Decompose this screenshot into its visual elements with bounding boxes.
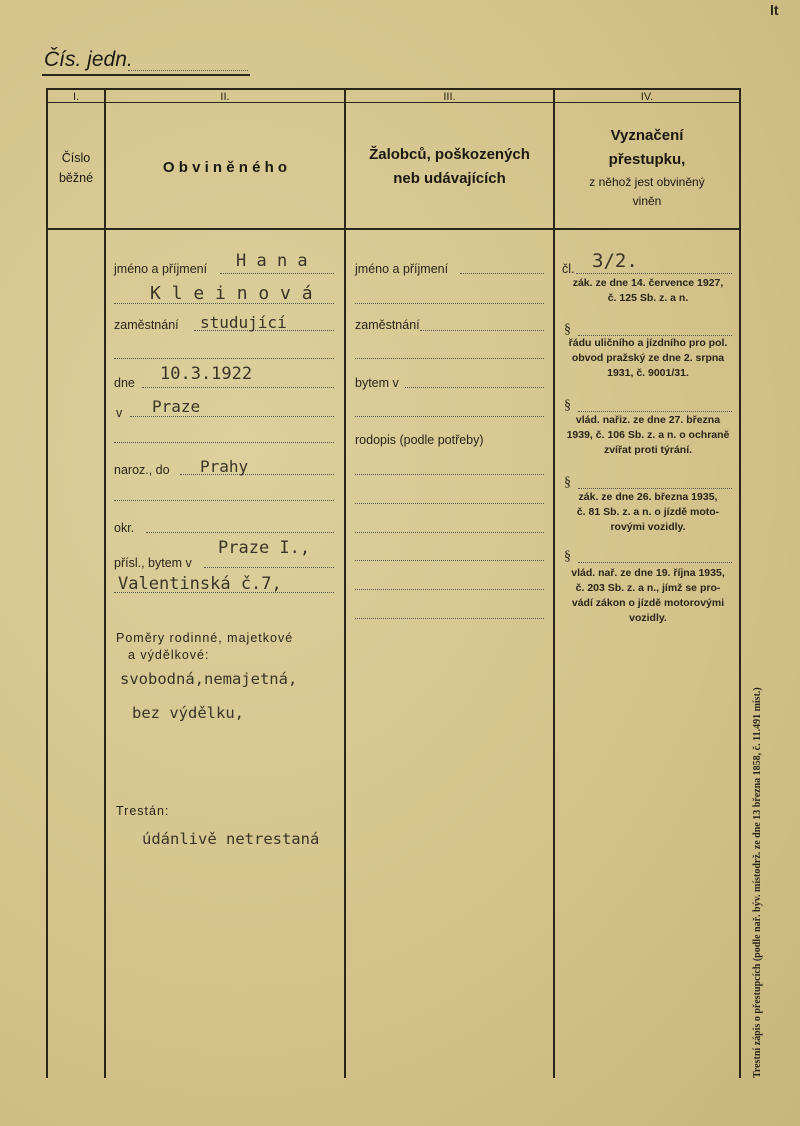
column-divider-3 (553, 88, 555, 1078)
table-right-border (739, 88, 741, 1078)
complainant-line-6 (355, 503, 544, 504)
accused-birth-date: 10.3.1922 (160, 364, 253, 384)
offence-law-2: řádu uličního a jízdního pro pol. obvod pražský ze dne 2. srpna 1931, č. 9001/31. (568, 337, 728, 379)
accused-extra-line (114, 358, 334, 359)
accused-born-extra-line (114, 500, 334, 501)
column-header-accused: O b v i n ě n é h o (162, 159, 288, 176)
offence-article-value: 3/2. (592, 250, 638, 272)
accused-surname: K l e i n o v á (150, 283, 313, 304)
complainant-line-8 (355, 560, 544, 561)
accused-born-label: naroz., do (114, 463, 170, 477)
accused-street: Valentinská č.7, (118, 574, 282, 594)
offence-paragraph-3: § (564, 398, 571, 413)
complainant-line-5 (355, 474, 544, 475)
complainant-occupation-label: zaměstnání (355, 318, 420, 332)
table-top-border (46, 88, 740, 90)
offence-paragraph-2: § (564, 322, 571, 337)
accused-family-value-2: bez výdělku, (132, 704, 244, 722)
column-numeral-4: IV. (640, 91, 654, 103)
form-footer-vertical: Trestní zápis o přestupcích (podle nař. býv. místodrž. ze dne 13 března 1858, č. 11.491 míst.) (752, 687, 763, 1078)
complainant-line-3 (355, 358, 544, 359)
accused-occupation-label: zaměstnání (114, 318, 179, 332)
column-header-complainants: Žalobců, poškozených neb udávajících (369, 146, 530, 187)
complainant-rodopis-label: rodopis (podle potřeby) (355, 433, 484, 447)
accused-punished-value: údánlivě netrestaná (142, 830, 320, 848)
reference-number-label: Čís. jedn. (44, 48, 133, 71)
accused-family-value-1: svobodná,nemajetná, (120, 670, 298, 688)
table-left-border (46, 88, 48, 1078)
accused-occupation: studující (200, 313, 287, 332)
column-header-offence: Vyznačení přestupku, z něhož jest obviněný viněn (589, 127, 705, 208)
reference-number-field (128, 70, 248, 71)
accused-born-place: Prahy (200, 457, 249, 476)
offence-paragraph-3-line (578, 411, 732, 412)
offence-paragraph-4: § (564, 475, 571, 490)
accused-birth-place: Praze (152, 397, 201, 416)
accused-name-line (220, 273, 334, 274)
accused-district-label: okr. (114, 521, 135, 535)
corner-mark: lt (770, 2, 779, 18)
column-numeral-3: III. (443, 91, 456, 103)
column-numeral-1: I. (72, 91, 80, 103)
offence-law-4: zák. ze dne 26. března 1935, č. 81 Sb. z. a n. o jízdě moto- rovými vozidly. (576, 491, 720, 533)
accused-name-label: jméno a příjmení (114, 262, 208, 276)
complainant-name-line (460, 273, 544, 274)
complainant-name-label: jméno a příjmení (355, 262, 449, 276)
column-divider-2 (344, 88, 346, 1078)
accused-first-name: H a n a (236, 251, 308, 271)
offence-law-5: vlád. nař. ze dne 19. října 1935, č. 203 Sb. z. a n., jímž se pro- vádí zákon o jízdě motorovými vozidly. (571, 567, 725, 624)
accused-place-extra-line (114, 442, 334, 443)
offence-paragraph-4-line (578, 488, 732, 489)
column-divider-1 (104, 88, 106, 1078)
header-bottom-border (46, 228, 740, 230)
offence-paragraph-5-line (578, 562, 732, 563)
offence-article-prefix: čl. (562, 262, 575, 276)
complainant-residence-label: bytem v (355, 376, 399, 390)
accused-punished-label: Trestán: (116, 804, 170, 818)
complainant-line-4 (355, 416, 544, 417)
offence-law-3: vlád. nařiz. ze dne 27. března 1939, č. 106 Sb. z. a n. o ochraně zvířat proti týrání. (566, 414, 730, 456)
accused-date-line (142, 387, 334, 388)
accused-domicile-line (204, 567, 334, 568)
complainant-line-10 (355, 618, 544, 619)
column-numeral-2: II. (220, 91, 230, 103)
offence-law-1: zák. ze dne 14. července 1927, č. 125 Sb. z. a n. (572, 277, 724, 304)
offence-article-line (576, 273, 732, 274)
offence-paragraph-5: § (564, 549, 571, 564)
complainant-line-2 (355, 303, 544, 304)
accused-family-label: Poměry rodinné, majetkové a výdělkové: (116, 631, 294, 662)
accused-district-line (146, 532, 334, 533)
accused-date-label: dne (114, 376, 135, 390)
complainant-line-9 (355, 589, 544, 590)
column-header-number: Číslo běžné (58, 151, 94, 185)
complainant-residence-line (405, 387, 544, 388)
accused-place-line (130, 416, 334, 417)
accused-domicile: Praze I., (218, 538, 311, 558)
accused-domicile-label: přísl., bytem v (114, 556, 192, 570)
accused-place-label: v (116, 406, 123, 420)
complainant-occupation-line (420, 330, 544, 331)
complainant-line-7 (355, 532, 544, 533)
header-underline (42, 74, 250, 76)
